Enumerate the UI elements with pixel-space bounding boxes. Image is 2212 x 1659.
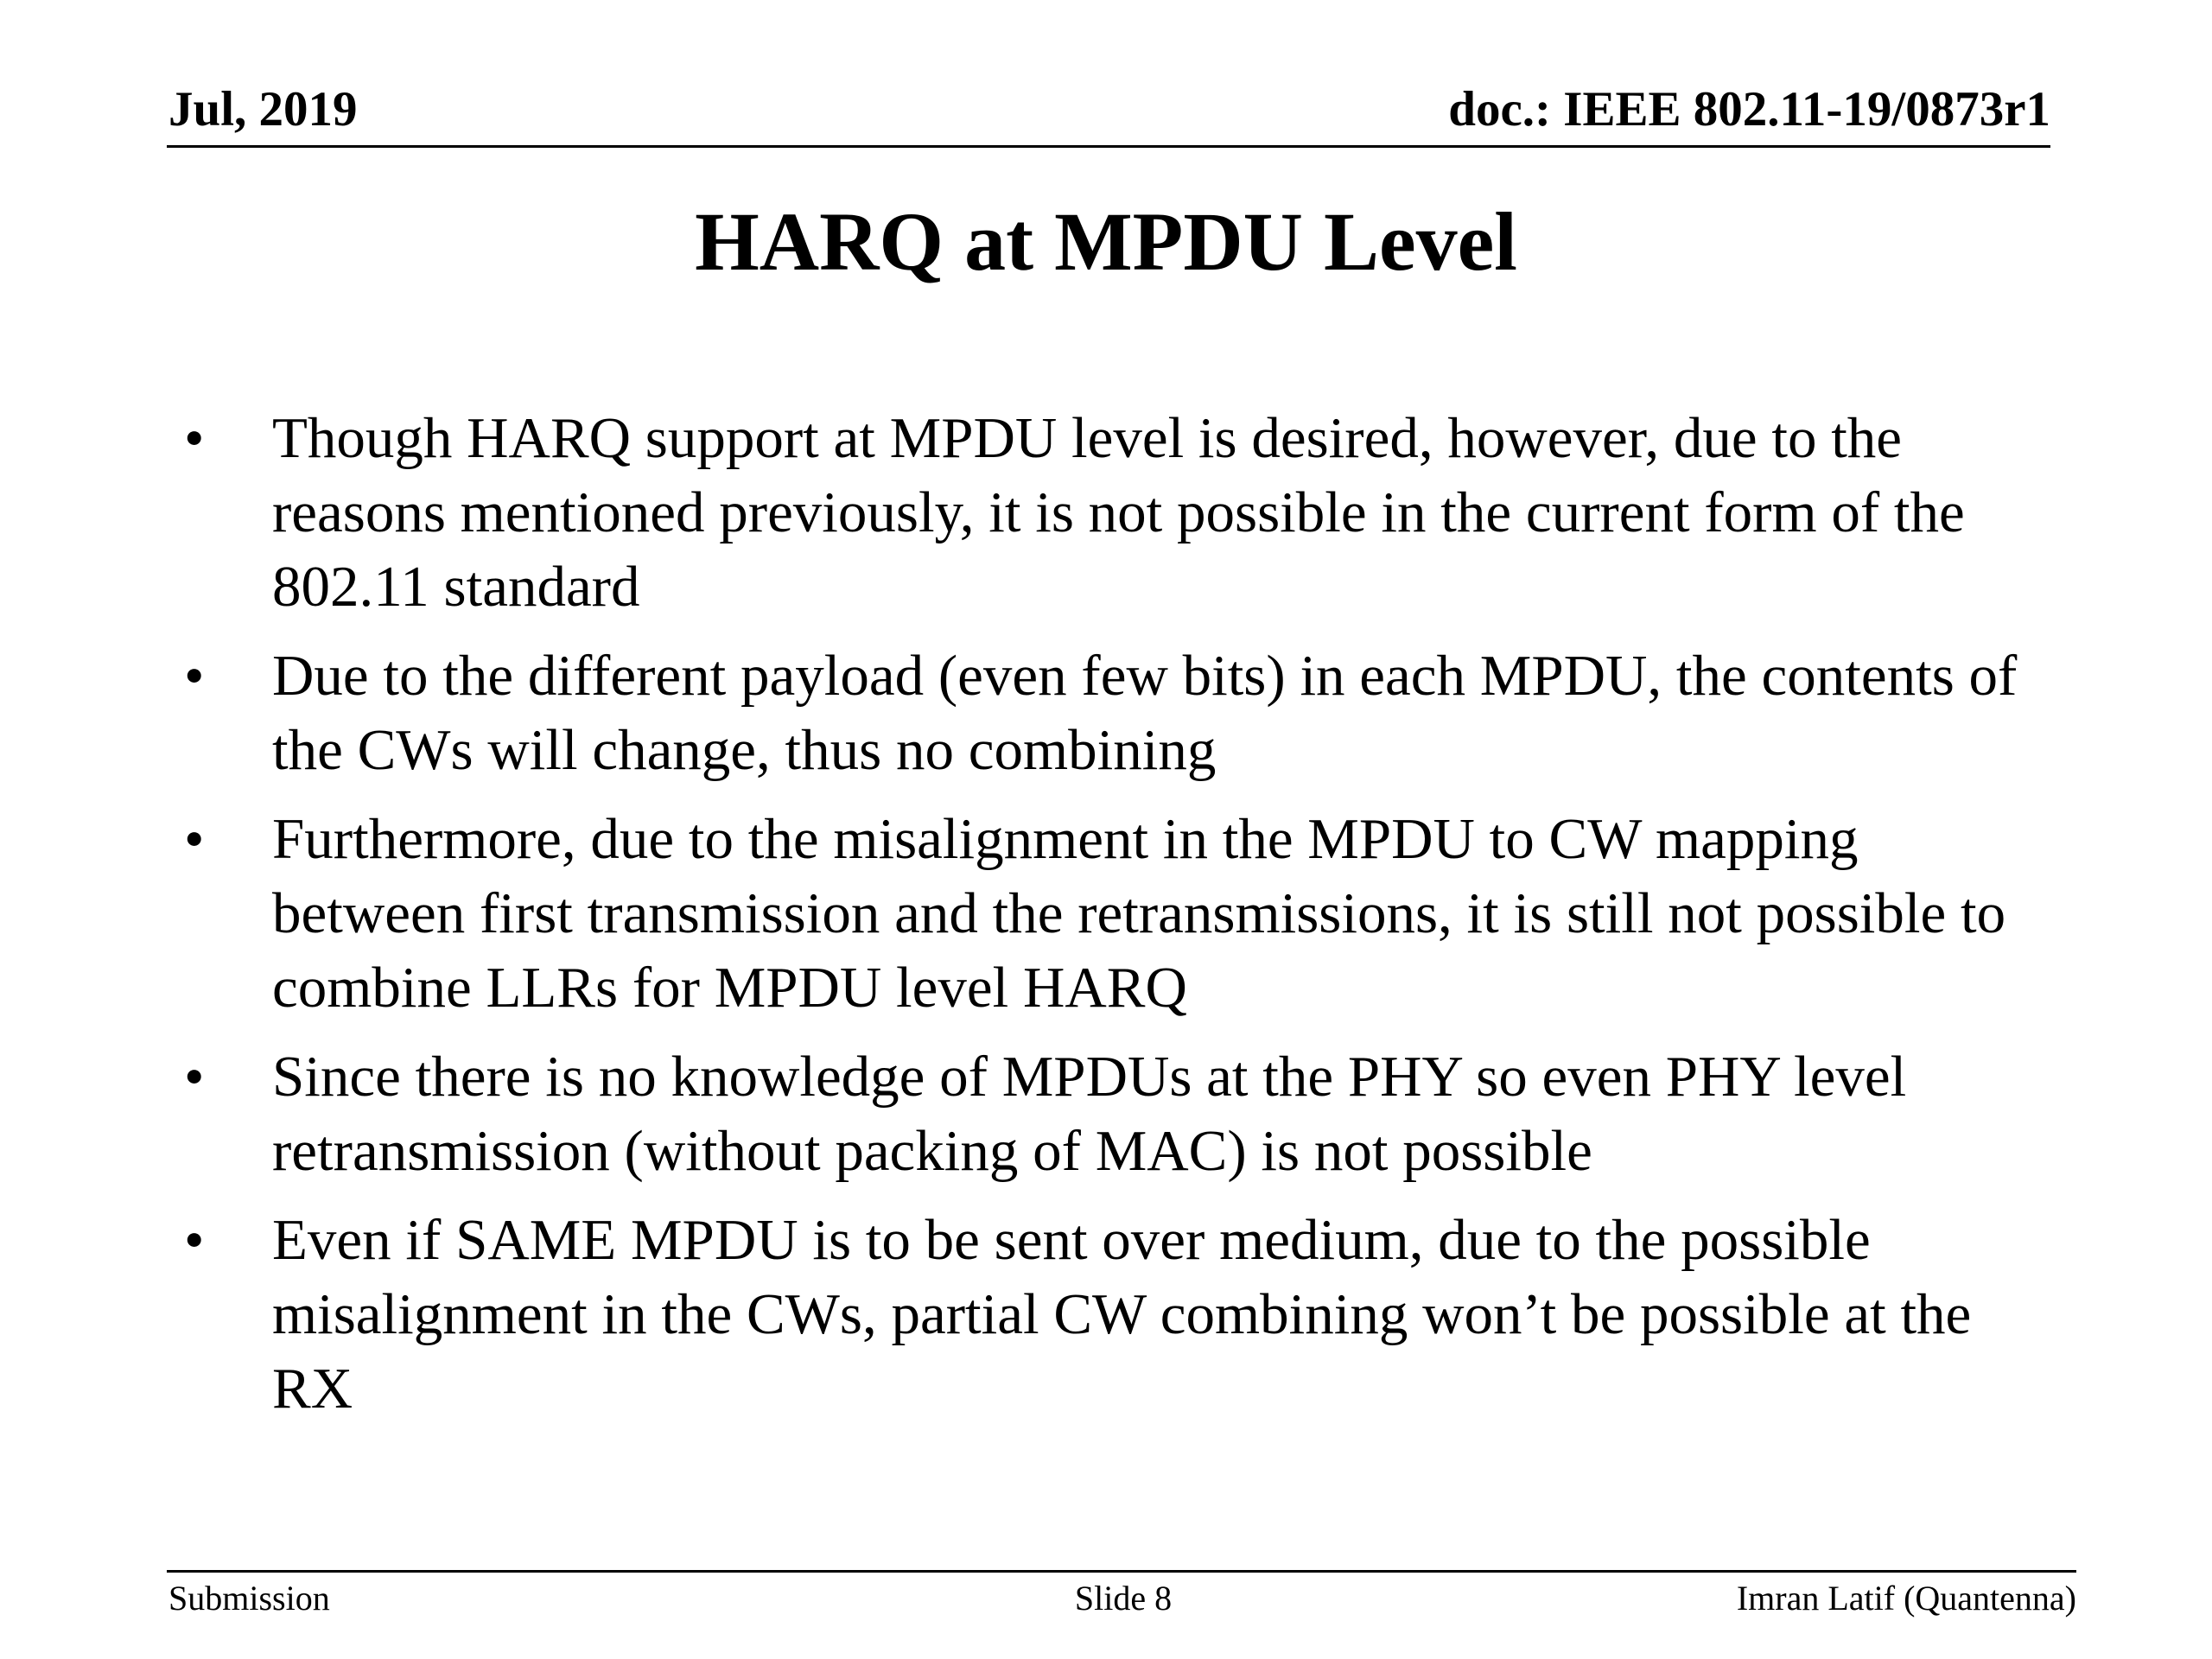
bullet-text: Furthermore, due to the misalignment in the MPDU to CW mapping between first transmission and the retransmissions, it is still not possible to combine LLRs for MPDU level HARQ (272, 807, 2006, 1020)
bullet-dot-icon: • (184, 644, 205, 708)
bullet-text: Since there is no knowledge of MPDUs at the PHY so even PHY level retransmission (without packing of MAC) is not possible (272, 1045, 1907, 1183)
bullet-dot-icon: • (184, 807, 205, 871)
bullet-list (184, 401, 2059, 1440)
bullet-item (184, 802, 2059, 1025)
bullet-item (184, 1039, 2059, 1188)
footer-divider (167, 1570, 2076, 1573)
footer-author: Imran Latif (Quantenna) (1736, 1579, 2076, 1618)
bullet-text: Due to the different payload (even few bits) in each MPDU, the contents of the CWs will change, thus no combining (272, 644, 2018, 782)
bullet-dot-icon: • (184, 1208, 205, 1272)
bullet-dot-icon: • (184, 1045, 205, 1109)
bullet-text: Even if SAME MPDU is to be sent over medium, due to the possible misalignment in the CWs, partial CW combining won’t be possible at the RX (272, 1208, 1972, 1421)
bullet-dot-icon: • (184, 406, 205, 470)
header-date: Jul, 2019 (168, 82, 358, 137)
header-divider (167, 145, 2050, 148)
bullet-item (184, 639, 2059, 787)
footer-submission: Submission (168, 1579, 330, 1618)
bullet-text: Though HARQ support at MPDU level is desired, however, due to the reasons mentioned previously, it is not possible in the current form of the 802.11 standard (272, 406, 1965, 619)
bullet-item (184, 401, 2059, 624)
header-doc-id: doc.: IEEE 802.11-19/0873r1 (1448, 82, 2050, 137)
slide-title: HARQ at MPDU Level (695, 195, 1517, 288)
bullet-item (184, 1203, 2059, 1426)
footer-slide-number: Slide 8 (1074, 1579, 1173, 1618)
